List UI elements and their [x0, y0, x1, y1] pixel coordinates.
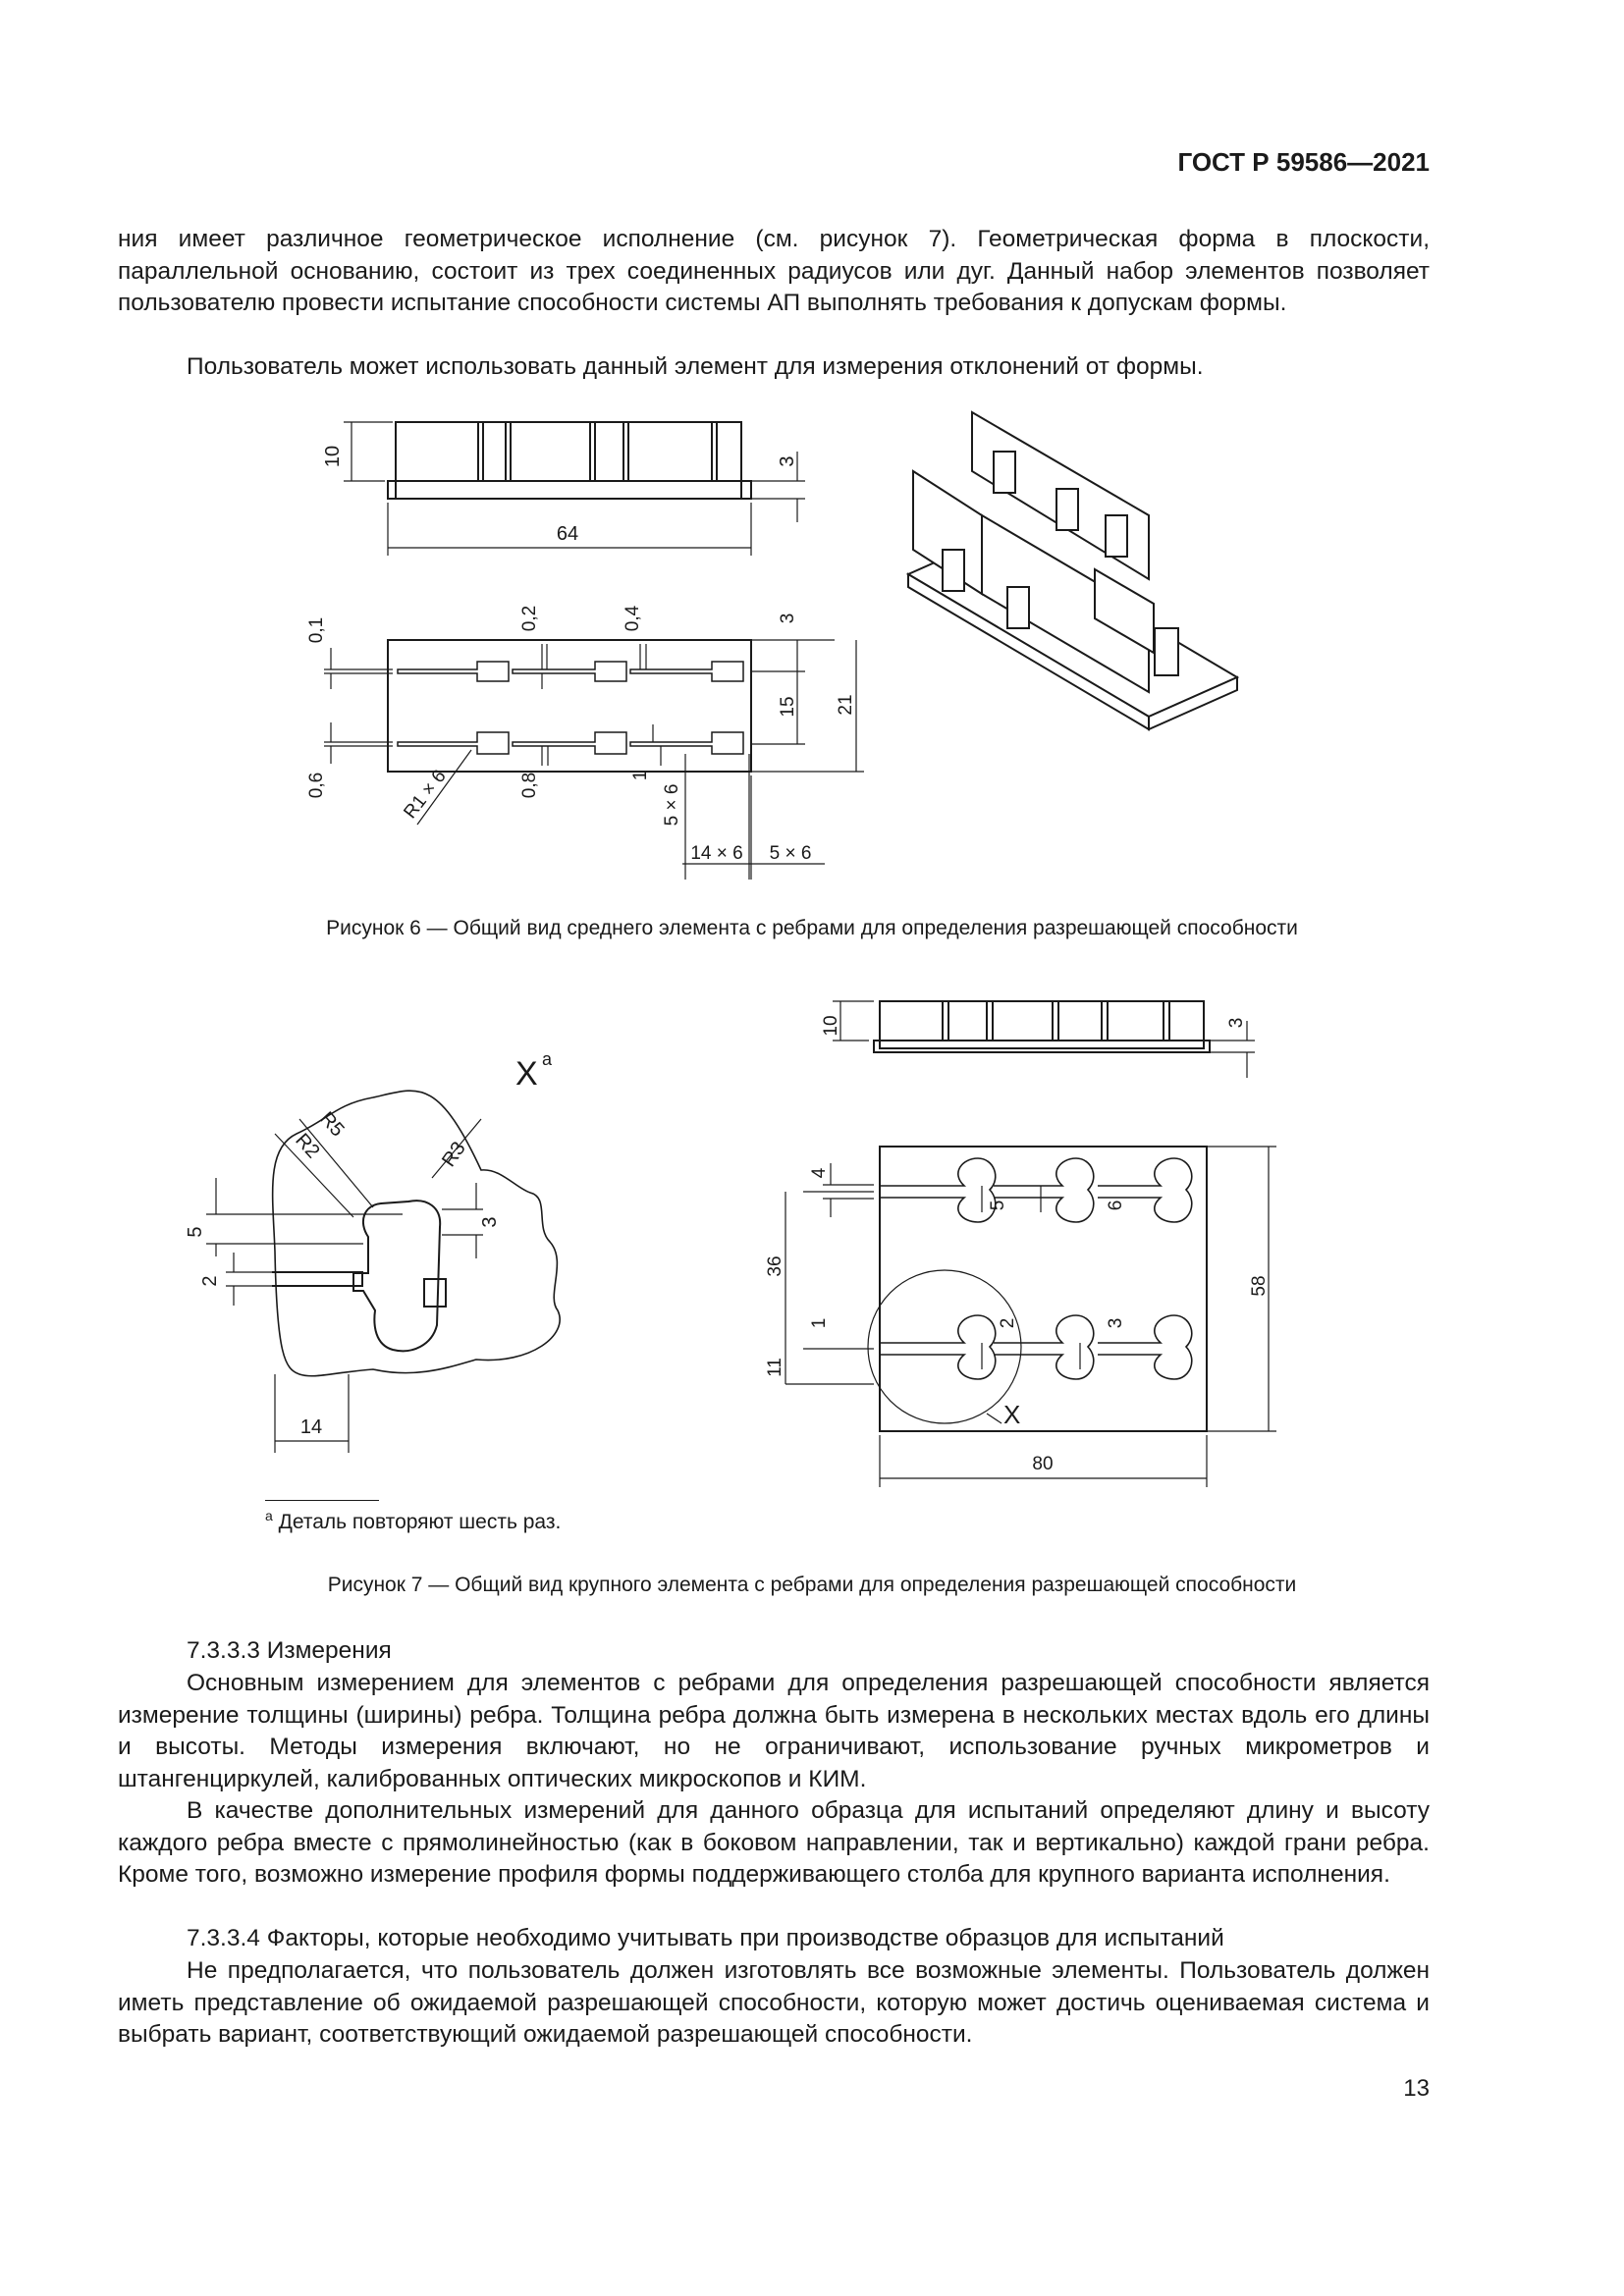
page-number: 13 — [1403, 2075, 1430, 2102]
fig6-dim-radius: R1 × 6 — [400, 766, 451, 824]
section-heading-7333: 7.3.3.3 Измерения — [187, 1637, 392, 1664]
document-id: ГОСТ Р 59586—2021 — [1177, 147, 1430, 177]
fig7-dim-r3: R3 — [438, 1138, 470, 1171]
fig6-dim-height: 10 — [322, 445, 344, 468]
fig6-dim-t3: 0,4 — [623, 605, 643, 632]
fig6-dim-top-gap: 3 — [778, 613, 798, 624]
fig7-dim-length: 80 — [1032, 1454, 1054, 1474]
footnote-marker: a — [265, 1508, 273, 1523]
fig7-dim-r2: R2 — [291, 1129, 324, 1163]
section-heading-7334: 7.3.3.4 Факторы, которые необходимо учитывать при производстве образцов для испытаний — [187, 1925, 1224, 1951]
fig7-dim-width: 58 — [1249, 1275, 1270, 1297]
fig6-dim-t6: 1 — [630, 770, 651, 781]
section-paragraph-2: В качестве дополнительных измерений для данного образца для испытаний определяют длину и высоту каждого ребра вместе с прямолинейностью (как в боковом направлении, так и вертикально) каждой грани ребра. Кроме того, возможно измерение профиля формы поддерживающего столба для крупного варианта исполнения. — [118, 1797, 1430, 1888]
figure-7-drawing — [185, 982, 1335, 1492]
fig7-dim-p2: 2 — [998, 1317, 1018, 1329]
fig6-dim-t5: 0,8 — [519, 772, 540, 799]
fig7-dim-p6: 6 — [1106, 1200, 1126, 1211]
intro-paragraph-1: ния имеет различное геометрическое исполнение (см. рисунок 7). Геометрическая форма в плоскости, параллельной основанию, состоит из трех соединенных радиусов или дуг. Данный набор элементов позволяет пользователю провести испытание способности системы АП выполнять требования к допускам формы. — [118, 226, 1430, 316]
fig6-dim-width: 21 — [836, 694, 856, 716]
fig6-dim-t1: 0,1 — [306, 616, 327, 644]
fig7-dim-d2: 2 — [199, 1275, 221, 1287]
footnote-text: Деталь повторяют шесть раз. — [278, 1511, 562, 1533]
fig7-dim-p3: 3 — [1106, 1317, 1126, 1329]
fig6-dim-t2: 0,2 — [519, 605, 540, 632]
fig6-dim-pad: 5 × 6 — [662, 783, 682, 827]
fig7-dim-offset: 11 — [765, 1358, 785, 1377]
intro-paragraph-2: Пользователь может использовать данный элемент для измерения отклонений от формы. — [187, 353, 1204, 380]
fig7-dim-r5: R5 — [315, 1107, 349, 1142]
figure-6-caption: Рисунок 6 — Общий вид среднего элемента с ребрами для определения разрешающей способности — [326, 917, 1298, 939]
figure-7-caption: Рисунок 7 — Общий вид крупного элемента с ребрами для определения разрешающей способности — [327, 1574, 1297, 1596]
fig6-dim-seg2: 5 × 6 — [769, 843, 812, 864]
fig7-detail-sup: a — [542, 1049, 553, 1069]
fig7-dim-d5: 5 — [185, 1226, 206, 1238]
section-paragraph-3: Не предполагается, что пользователь должен изготовлять все возможные элементы. Пользователь должен иметь представление об ожидаемой разрешающей способности, которую может достичь оцениваемая система и выбрать вариант, соответствующий ожидаемой разрешающей способности. — [118, 1957, 1430, 2048]
fig7-callout-x: X — [1003, 1400, 1021, 1429]
fig7-dim-p1: 1 — [809, 1317, 830, 1329]
footnote-rule — [265, 1500, 379, 1501]
fig7-dim-height: 10 — [821, 1015, 841, 1037]
fig6-dim-length: 64 — [556, 523, 579, 545]
fig7-dim-d3: 3 — [479, 1216, 501, 1228]
fig6-dim-base: 3 — [777, 455, 798, 467]
fig7-dim-spacing: 36 — [765, 1255, 785, 1277]
fig7-dim-base: 3 — [1226, 1017, 1247, 1029]
section-paragraph-1: Основным измерением для элементов с ребрами для определения разрешающей способности является измерение толщины (ширины) ребра. Толщина ребра должна быть измерена в нескольких местах вдоль его длины и высоты. Методы измерения включают, но не ограничивают, использование ручных микрометров и штангенциркулей, калиброванных оптических микроскопов и КИМ. — [118, 1670, 1430, 1792]
fig7-detail-label: X — [515, 1055, 538, 1093]
fig6-dim-seg1: 14 × 6 — [690, 843, 743, 864]
fig7-dim-d14: 14 — [299, 1416, 323, 1438]
fig6-dim-t4: 0,6 — [306, 772, 327, 799]
fig7-dim-p4: 4 — [809, 1167, 830, 1179]
figure-7-footnote — [265, 1508, 561, 1534]
figure-6-drawing — [295, 412, 1257, 893]
fig6-dim-spacing: 15 — [778, 696, 798, 718]
fig7-dim-p5: 5 — [988, 1200, 1008, 1211]
